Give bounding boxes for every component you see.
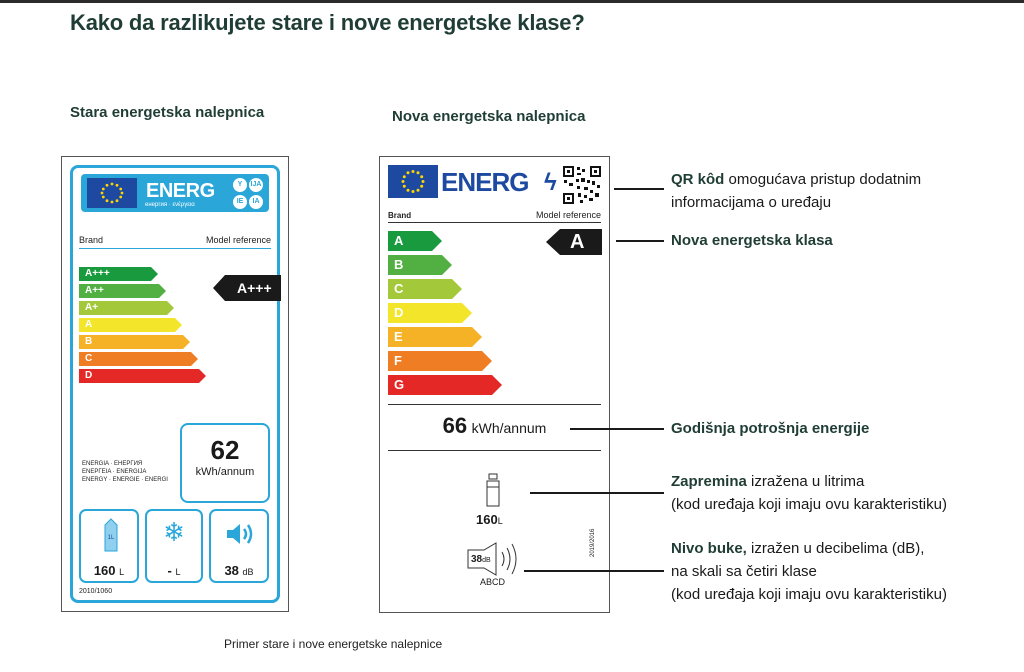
class-connector-line (616, 240, 664, 242)
energy-connector-line (570, 428, 664, 430)
old-class-bar: A++ (79, 284, 159, 298)
old-label-frame (70, 165, 280, 603)
lang-circle: IA (249, 195, 263, 209)
new-noise-value: 38dB (471, 554, 491, 565)
snowflake-icon: ❄ (163, 517, 185, 547)
new-class-bar: C (388, 279, 452, 299)
new-class-bar: E (388, 327, 472, 347)
noise-box (209, 509, 269, 583)
new-divider-bottom (388, 450, 601, 451)
new-class-bar: B (388, 255, 442, 275)
new-energ-logo: ENERG (441, 167, 529, 197)
volume-connector-line (530, 492, 664, 494)
old-class-bar: C (79, 352, 191, 366)
old-label-header (81, 174, 269, 212)
old-label-heading: Stara energetska nalepnica (70, 104, 265, 121)
bottle-icon (484, 473, 502, 507)
new-class-bar: D (388, 303, 462, 323)
qr-connector-line (614, 188, 664, 190)
speaker-icon (225, 521, 257, 547)
page-title: Kako da razlikujete stare i nove energetske klase? (70, 10, 585, 35)
energia-text (82, 460, 168, 484)
energy-annotation: Godišnja potrošnja energije (671, 420, 870, 437)
class-annotation: Nova energetska klasa (671, 232, 833, 249)
old-energ-logo: ENERG (146, 180, 215, 202)
fresh-volume-box (79, 509, 139, 583)
new-label-heading: Nova energetska nalepnica (392, 108, 586, 125)
new-model: Model reference (535, 210, 601, 220)
old-divider (79, 248, 271, 249)
old-class-bar: A+ (79, 301, 167, 315)
old-brand: Brand (79, 235, 104, 245)
eu-flag-icon (388, 165, 438, 198)
lang-circle: Y (233, 178, 247, 192)
old-class-bar: A (79, 318, 175, 332)
new-class-bar: A (388, 231, 432, 251)
new-brand: Brand (388, 211, 412, 220)
old-energy-box (180, 423, 270, 503)
old-energy-label (61, 156, 289, 612)
new-class-bar: G (388, 375, 492, 395)
lightning-icon: ϟ (544, 169, 557, 196)
qr-annotation: QR kôd omogućava pristup dodatnim informacijama o uređaju (671, 171, 922, 211)
freezer-volume-box (145, 509, 203, 583)
svg-text:1L: 1L (107, 535, 115, 541)
energia-line: ΕΝΕΡΓΕΙΑ · ENERGIJA (82, 469, 147, 475)
old-energy-value: 62 (210, 435, 240, 465)
volume-annotation: Zapremina izražena u litrima (kod uređaja koji imaju ovu karakteristiku) (671, 473, 947, 513)
noise-connector-line (524, 570, 664, 572)
new-volume-value: 160L (476, 512, 503, 527)
old-current-class-arrow: A+++ (225, 275, 281, 301)
new-regulation: 2019/2016 (590, 528, 596, 557)
energia-line: ENERGY · ENERGIE · ENERGI (82, 477, 168, 483)
freezer-volume-value: - L (167, 563, 181, 578)
old-class-bar: A+++ (79, 267, 151, 281)
old-class-bar: B (79, 335, 183, 349)
lang-circle: IJA (249, 178, 263, 192)
fresh-volume-value: 160 L (93, 563, 125, 578)
new-current-class-arrow: A (560, 229, 602, 255)
old-energ-subtitle: енергия · ενέργεια (145, 202, 195, 208)
new-energy-label (379, 156, 610, 613)
new-divider-top (388, 222, 601, 223)
new-class-bar: F (388, 351, 482, 371)
eu-flag-icon (87, 178, 137, 208)
noise-annotation: Nivo buke, izražen u decibelima (dB), na skali sa četiri klase (kod uređaja koji imaju ovu karakteristiku) (671, 540, 947, 603)
top-border-line (0, 0, 1024, 3)
old-class-bar: D (79, 369, 199, 383)
qr-code-icon (562, 165, 602, 205)
old-model: Model reference (205, 235, 271, 245)
noise-value: 38 dB (224, 563, 254, 578)
figure-caption: Primer stare i nove energetske nalepnice (224, 637, 443, 651)
new-divider-mid (388, 404, 601, 405)
milk-carton-icon (101, 517, 121, 553)
new-energy-unit: kWh/annum (471, 420, 547, 436)
new-energy-consumption (380, 413, 609, 439)
energia-line: ENERGIA · ЕНЕРГИЯ (82, 461, 143, 467)
new-noise-classes: ABCD (480, 577, 506, 587)
new-energy-value: 66 (442, 413, 468, 438)
lang-circle: IE (233, 195, 247, 209)
old-energy-unit: kWh/annum (195, 466, 255, 478)
old-regulation: 2010/1060 (79, 588, 113, 595)
